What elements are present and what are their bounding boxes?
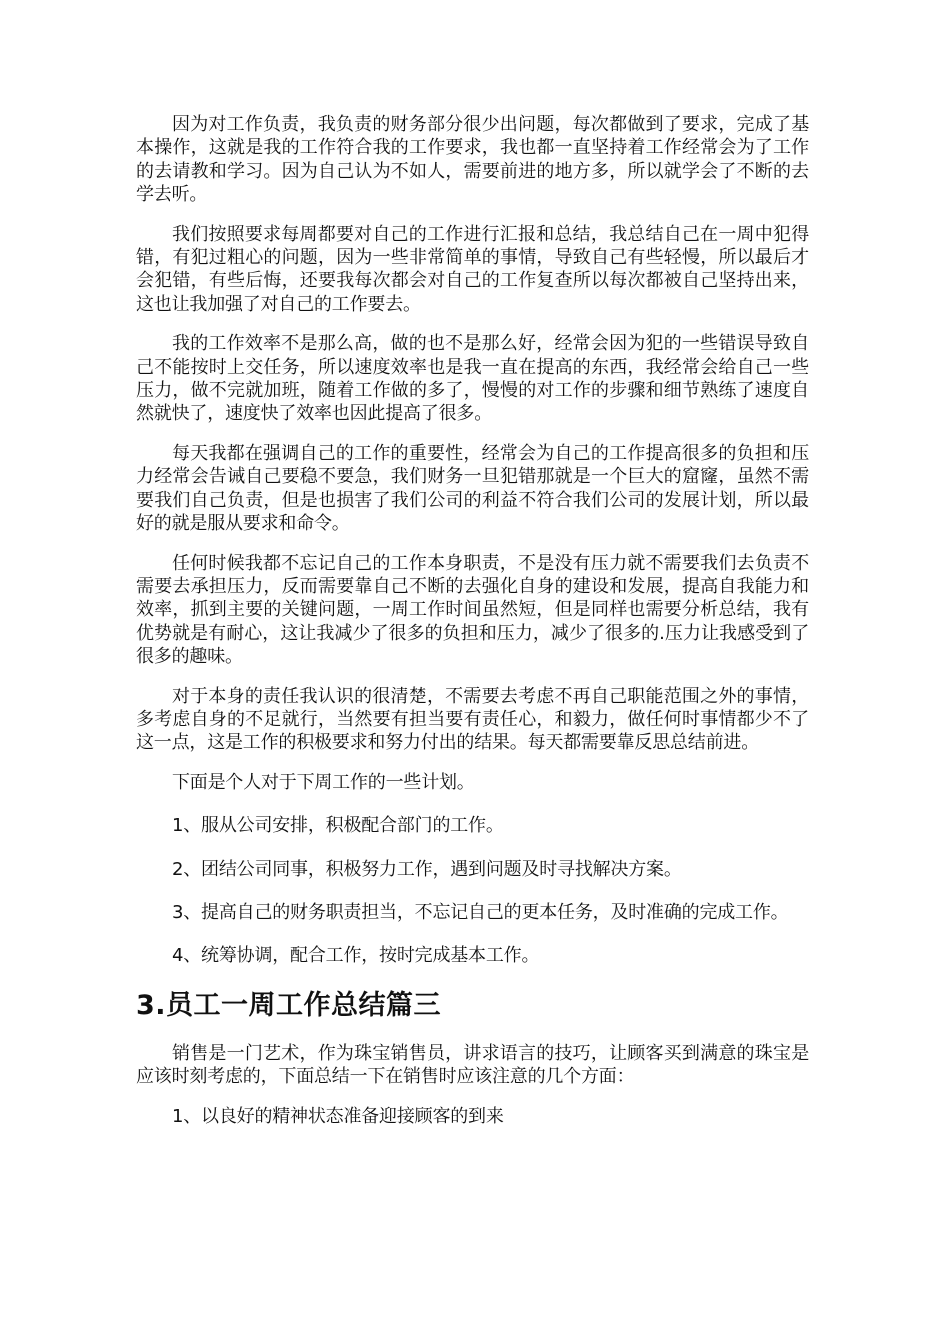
section-item-1: 1、以良好的精神状态准备迎接顾客的到来 xyxy=(172,1105,504,1127)
paragraph-importance: 每天我都在强调自己的工作的重要性，经常会为自己的工作提高很多的负担和压力经常会告诫自己要稳不要急，我们财务一旦犯错那就是一个巨大的窟窿，虽然不需要我们自己负责，但是也损害了我们公司的利益不符合我们公司的发展计划，所以最好的就是服从要求和命令。 xyxy=(136,442,809,535)
section-heading: 3.员工一周工作总结篇三 xyxy=(136,989,442,1021)
document-page xyxy=(136,113,809,1144)
paragraph-responsibility: 对于本身的责任我认识的很清楚，不需要去考虑不再自己职能范围之外的事情，多考虑自身的不足就行，当然要有担当要有责任心，和毅力，做任何时事情都少不了这一点，这是工作的积极要求和努力付出的结果。每天都需要靠反思总结前进。 xyxy=(136,685,809,754)
paragraph-work-responsibility: 因为对工作负责，我负责的财务部分很少出问题，每次都做到了要求，完成了基本操作，这就是我的工作符合我的工作要求，我也都一直坚持着工作经常会为了工作的去请教和学习。因为自己认为不如人，需要前进的地方多，所以就学会了不断的去学去听。 xyxy=(136,114,809,206)
plan-intro: 下面是个人对于下周工作的一些计划。 xyxy=(172,771,475,793)
plan-item-1: 1、服从公司安排，积极配合部门的工作。 xyxy=(172,815,504,837)
section-intro: 销售是一门艺术，作为珠宝销售员，讲求语言的技巧，让顾客买到满意的珠宝是应该时刻考虑的，下面总结一下在销售时应该注意的几个方面： xyxy=(136,1042,809,1088)
paragraph-work-efficiency: 我的工作效率不是那么高，做的也不是那么好，经常会因为犯的一些错误导致自己不能按时上交任务，所以速度效率也是我一直在提高的东西，我经常会给自己一些压力，做不完就加班，随着工作做的多了，慢慢的对工作的步骤和细节熟练了速度自然就快了，速度快了效率也因此提高了很多。 xyxy=(136,333,809,425)
plan-item-4: 4、统筹协调，配合工作，按时完成基本工作。 xyxy=(172,945,540,967)
paragraph-duties: 任何时候我都不忘记自己的工作本身职责，不是没有压力就不需要我们去负责不需要去承担压力，反而需要靠自己不断的去强化自身的建设和发展，提高自我能力和效率，抓到主要的关键问题，一周工作时间虽然短，但是同样也需要分析总结，我有优势就是有耐心，这让我减少了很多的负担和压力，减少了很多的.压力让我感受到了很多的趣味。 xyxy=(136,552,809,668)
plan-item-3: 3、提高自己的财务职责担当，不忘记自己的更本任务，及时准确的完成工作。 xyxy=(172,901,789,923)
plan-item-2: 2、团结公司同事，积极努力工作，遇到问题及时寻找解决方案。 xyxy=(172,858,682,880)
paragraph-weekly-report: 我们按照要求每周都要对自己的工作进行汇报和总结，我总结自己在一周中犯得错，有犯过粗心的问题，因为一些非常简单的事情，导致自己有些轻慢，所以最后才会犯错，有些后悔，还要我每次都会对自己的工作复查所以每次都被自己坚持出来，这也让我加强了对自己的工作要去。 xyxy=(136,223,809,315)
